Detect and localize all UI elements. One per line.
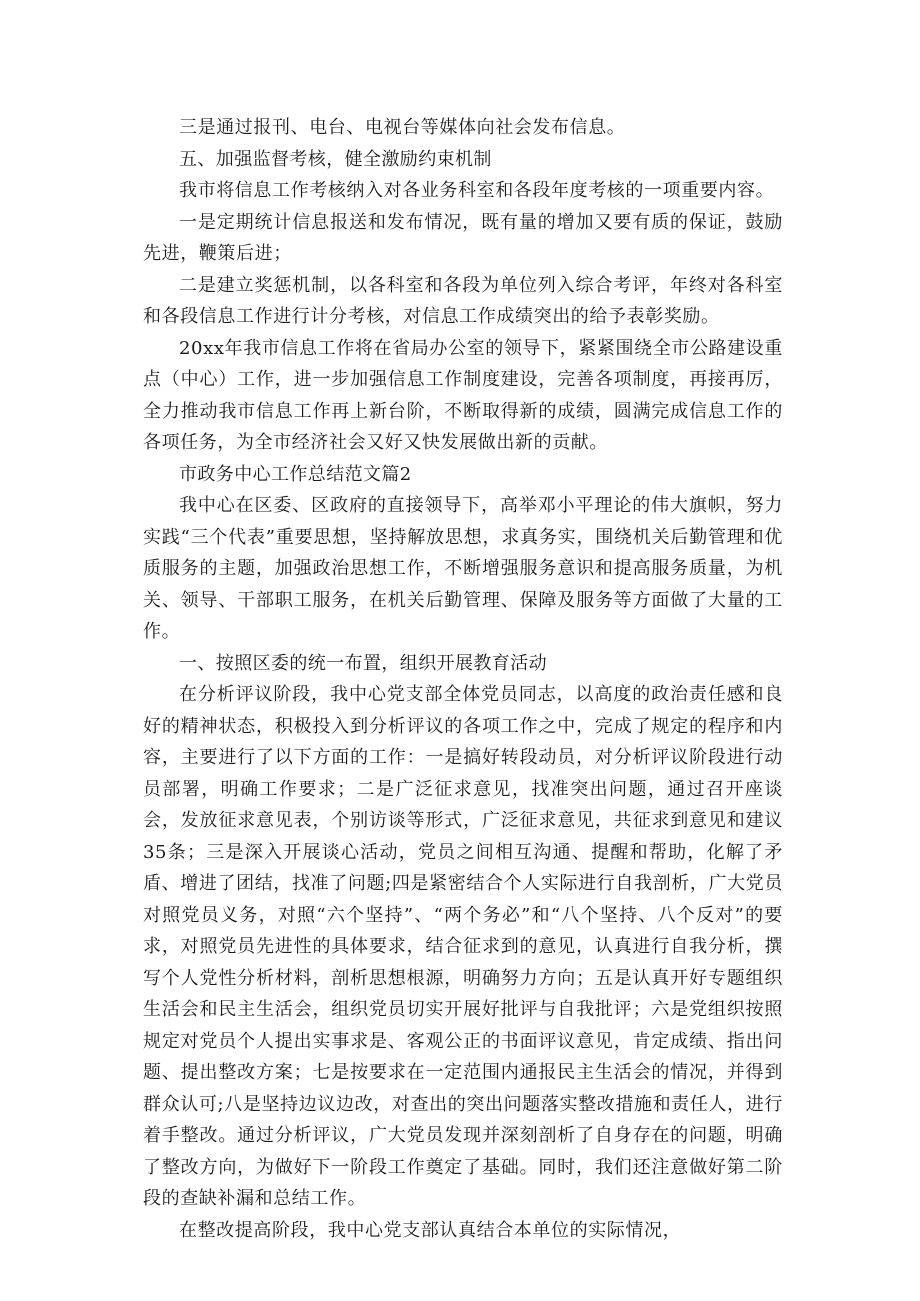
paragraph: 三是通过报刊、电台、电视台等媒体向社会发布信息。 (179, 117, 626, 138)
paragraph: 二是建立奖惩机制，以各科室和各段为单位列入综合考评，年终对各科室和各段信息工作进行计分考核，对信息工作成绩突出的给予表彰奖励。 (143, 274, 783, 327)
paragraph: 我市将信息工作考核纳入对各业务科室和各段年度考核的一项重要内容。 (179, 180, 775, 201)
document-body (143, 112, 783, 1246)
paragraph: 在整改提高阶段，我中心党支部认真结合本单位的实际情况， (179, 1219, 682, 1241)
paragraph: 一是定期统计信息报送和发布情况，既有量的增加又要有质的保证，鼓励先进，鞭策后进； (143, 211, 783, 264)
paragraph: 在分析评议阶段，我中心党支部全体党员同志，以高度的政治责任感和良好的精神状态，积极投入到分析评议的各项工作之中，完成了规定的程序和内容，主要进行了以下方面的工作：一是搞好转段动员，对分析评议阶段进行动员部署，明确工作要求；二是广泛征求意见，找准突出问题，通过召开座谈会，发放征求意见表，个别访谈等形式，广泛征求意见，共征求到意见和建议35条；三是深入开展谈心活动，党员之间相互沟通、提醒和帮助，化解了矛盾、增进了团结，找准了问题;四是紧密结合个人实际进行自我剖析，广大党员对照党员义务，对照“六个坚持”、“两个务必”和“八个坚持、八个反对”的要求，对照党员先进性的具体要求，结合征求到的意见，认真进行自我分析，撰写个人党性分析材料，剖析思想根源，明确努力方向；五是认真开好专题组织生活会和民主生活会，组织党员切实开展好批评与自我批评；六是党组织按照规定对党员个人提出实事求是、客观公正的书面评议意见，肯定成绩、指出问题、提出整改方案；七是按要求在一定范围内通报民主生活会的情况，并得到群众认可;八是坚持边议边改，对查出的突出问题落实整改措施和责任人，进行着手整改。通过分析评议，广大党员发现并深刻剖析了自身存在的问题，明确了整改方向，为做好下一阶段工作奠定了基础。同时，我们还注意做好第二阶段的查缺补漏和总结工作。 (143, 684, 783, 1209)
section-heading: 一、按照区委的统一布置，组织开展教育活动 (179, 652, 547, 674)
paragraph: 我中心在区委、区政府的直接领导下，高举邓小平理论的伟大旗帜，努力实践“三个代表”重要思想，坚持解放思想，求真务实，围绕机关后勤管理和优质服务的主题，加强政治思想工作，不断增强服务意识和提高服务质量，为机关、领导、干部职工服务，在机关后勤管理、保障及服务等方面做了大量的工作。 (143, 495, 783, 642)
article-title: 市政务中心工作总结范文篇2 (179, 463, 412, 485)
paragraph: 20xx年我市信息工作将在省局办公室的领导下，紧紧围绕全市公路建设重点（中心）工作，进一步加强信息工作制度建设，完善各项制度，再接再厉，全力推动我市信息工作再上新台阶，不断取得新的成绩，圆满完成信息工作的各项任务，为全市经济社会又好又快发展做出新的贡献。 (143, 337, 783, 453)
section-heading: 五、加强监督考核，健全激励约束机制 (179, 148, 492, 170)
